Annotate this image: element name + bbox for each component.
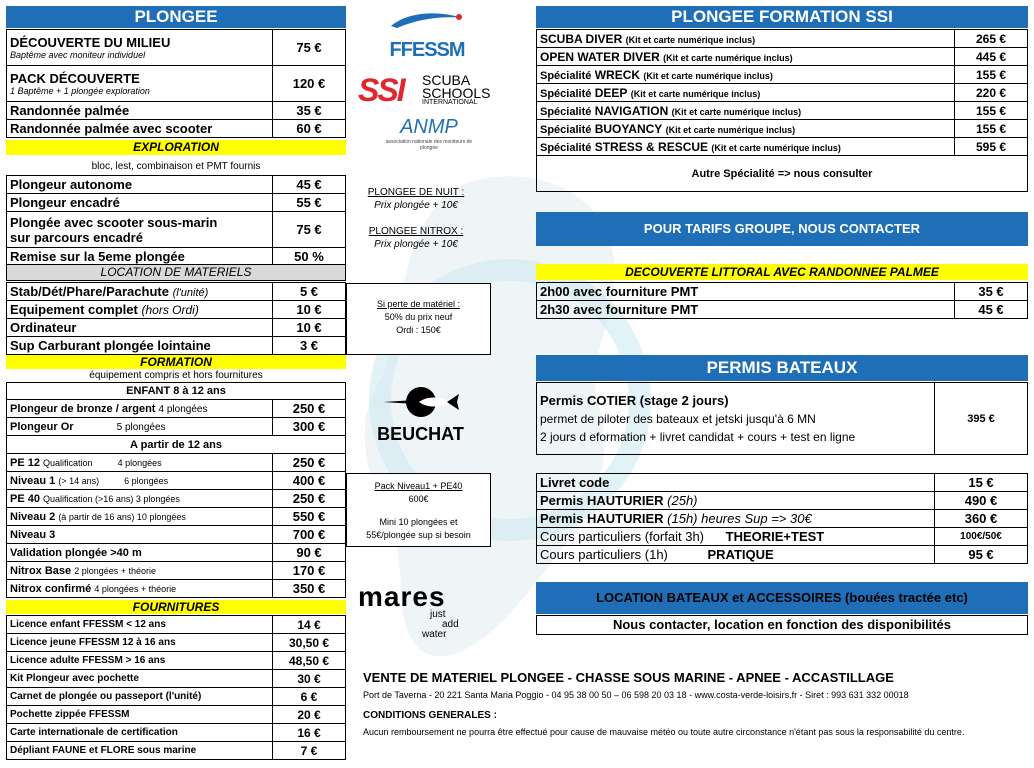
row-label: Kit Plongeur avec pochette xyxy=(7,670,273,688)
row-specialite: Spécialité xyxy=(540,87,592,100)
row-price: 595 € xyxy=(955,138,1028,156)
row-price: 360 € xyxy=(935,510,1028,528)
row-label xyxy=(7,283,273,301)
row-label-text: Cours particuliers (1h) xyxy=(540,547,668,562)
row-label: Licence adulte FFESSM > 16 ans xyxy=(7,652,273,670)
row-price: 170 € xyxy=(273,562,346,580)
row-label-text: Nitrox Base xyxy=(10,564,72,577)
row-label-text: STRESS & RESCUE xyxy=(594,139,709,154)
swordfish-icon xyxy=(381,385,461,419)
row-price: 14 € xyxy=(273,616,346,634)
beuchat-text: BEUCHAT xyxy=(377,424,464,444)
row-price: 55 € xyxy=(273,194,346,212)
row-label: 2h30 avec fourniture PMT xyxy=(537,301,955,319)
groupe-text: POUR TARIFS GROUPE, NOUS CONTACTER xyxy=(643,221,921,236)
row-sub: 1 Baptême + 1 plongée exploration xyxy=(10,86,150,96)
anmp-logo xyxy=(384,116,474,156)
row-specialite: Spécialité xyxy=(540,141,592,154)
row-label-text: BUOYANCY xyxy=(594,121,663,136)
row-label: Livret code xyxy=(537,474,935,492)
row-note: (Kit et carte numérique inclus) xyxy=(671,106,802,117)
child-header: ENFANT 8 à 12 ans xyxy=(7,383,346,400)
mares-tag3: water xyxy=(422,629,447,640)
row-label: Licence enfant FFESSM < 12 ans xyxy=(7,616,273,634)
mares-tag1: just xyxy=(430,609,446,620)
cotier-price: 395 € xyxy=(935,383,1028,455)
ssi-title: PLONGEE FORMATION SSI xyxy=(671,7,893,26)
adult-header: A partir de 12 ans xyxy=(7,436,346,454)
ssi-schools: SCHOOLS xyxy=(422,85,491,101)
row-label: Ordinateur xyxy=(7,319,273,337)
row-label-text: Niveau 2 xyxy=(10,510,56,523)
row-label-text: Equipement complet xyxy=(10,302,138,317)
plongee-title: PLONGEE xyxy=(134,7,218,26)
row-price: 250 € xyxy=(273,490,346,508)
row-price: 20 € xyxy=(273,706,346,724)
littoral-title: DECOUVERTE LITTORAL AVEC RANDONNEE PALMEE xyxy=(625,265,939,279)
row-price: 5 € xyxy=(273,283,346,301)
row-label: Plongeur encadré xyxy=(7,194,273,212)
ssi-international: INTERNATIONAL xyxy=(422,99,478,106)
plongee-header xyxy=(6,6,346,28)
row-label-line2: sur parcours encadré xyxy=(10,229,143,245)
row-label-text: Stab/Dét/Phare/Parachute xyxy=(10,284,169,299)
cotier-line1: permet de piloter des bateaux et jetski jusqu'à 6 MN xyxy=(540,411,816,426)
plongee-row xyxy=(7,66,273,102)
row-label-text: Plongeur de bronze / argent xyxy=(10,402,156,415)
permis-table xyxy=(536,473,1028,564)
row-specialite: Spécialité xyxy=(540,105,592,118)
row-detail: 5 plongées xyxy=(116,421,166,433)
row-note: (Kit et carte numérique inclus) xyxy=(630,88,761,99)
littoral-table xyxy=(536,282,1028,319)
row-price: 265 € xyxy=(955,30,1028,48)
row-price: 250 € xyxy=(273,400,346,418)
ssi-other: Autre Spécialité => nous consulter xyxy=(537,156,1028,192)
row-detail: (> 14 ans) 6 plongées xyxy=(58,475,169,486)
ssi-table xyxy=(536,29,1028,192)
loss-title: Si perte de matériel : xyxy=(376,299,461,309)
row-label: Remise sur la 5eme plongée xyxy=(7,248,273,266)
pack-price: 600€ xyxy=(408,494,429,504)
row-price: 400 € xyxy=(273,472,346,490)
anmp-sub: association nationale des moniteurs de plongée xyxy=(385,139,473,151)
row-label: Sup Carburant plongée lointaine xyxy=(7,337,273,355)
row-detail: 4 plongées + théorie xyxy=(94,583,177,594)
fournitures-title: FOURNITURES xyxy=(132,600,220,614)
row-label xyxy=(537,66,955,84)
row-price: 16 € xyxy=(273,724,346,742)
row-price: 10 € xyxy=(273,319,346,337)
row-price: 155 € xyxy=(955,120,1028,138)
row-label xyxy=(7,301,273,319)
row-extra: THEORIE+TEST xyxy=(725,529,825,544)
ffessm-logo xyxy=(382,8,472,68)
row-price: 60 € xyxy=(273,120,346,138)
row-detail: 2 plongées + théorie xyxy=(74,565,157,576)
location-bateaux-title: LOCATION BATEAUX et ACCESSOIRES (bouées tractée etc) xyxy=(596,590,968,605)
row-label xyxy=(7,454,273,472)
row-price: 30,50 € xyxy=(273,634,346,652)
pack-line3: Mini 10 plongées et xyxy=(379,517,458,527)
row-label xyxy=(537,102,955,120)
row-price: 35 € xyxy=(273,102,346,120)
night-dive-note xyxy=(352,186,480,251)
loss-line2: 50% du prix neuf xyxy=(384,312,453,322)
exploration-title: EXPLORATION xyxy=(133,140,219,154)
formation-note: équipement compris et hors fournitures xyxy=(89,370,263,381)
row-label xyxy=(7,418,273,436)
ssi-mark: SSI xyxy=(358,72,404,108)
row-label-text: WRECK xyxy=(594,67,641,82)
row-detail: Qualification (>16 ans) 3 plongées xyxy=(43,493,180,504)
nitrox-title: PLONGEE NITROX : xyxy=(368,226,464,237)
exploration-table xyxy=(6,175,346,266)
row-label xyxy=(7,212,273,248)
location-band xyxy=(6,264,346,281)
row-label-text: Permis HAUTURIER xyxy=(540,493,664,508)
row-price: 120 € xyxy=(273,66,346,102)
pack-box xyxy=(346,473,491,547)
row-price: 7 € xyxy=(273,742,346,760)
row-note: (Kit et carte numérique inclus) xyxy=(663,52,793,63)
row-label-text: PE 12 xyxy=(10,456,40,469)
row-price: 550 € xyxy=(273,508,346,526)
row-price: 90 € xyxy=(273,544,346,562)
row-label xyxy=(537,30,955,48)
mares-tag2: add xyxy=(442,619,459,630)
row-price: 95 € xyxy=(935,546,1028,564)
night-title: PLONGEE DE NUIT : xyxy=(367,187,465,198)
row-extra: (15h) heures Sup => 30€ xyxy=(667,511,812,526)
row-detail: 4 plongées xyxy=(158,403,208,415)
row-price: 50 % xyxy=(273,248,346,266)
row-detail: (à partir de 16 ans) 10 plongées xyxy=(58,511,186,522)
exploration-band xyxy=(6,140,346,155)
row-label xyxy=(7,562,273,580)
row-label xyxy=(537,48,955,66)
ssi-scuba: SCUBA xyxy=(422,72,471,88)
row-detail: Qualification 4 plongées xyxy=(43,457,162,468)
formation-table xyxy=(6,382,346,598)
row-price: 75 € xyxy=(273,212,346,248)
row-price: 6 € xyxy=(273,688,346,706)
location-bateaux-box xyxy=(536,615,1028,635)
row-label xyxy=(537,138,955,156)
pack-title: Pack Niveau1 + PE40 xyxy=(374,481,463,491)
row-price: 10 € xyxy=(273,301,346,319)
location-table xyxy=(6,282,346,355)
row-price: 300 € xyxy=(273,418,346,436)
row-extra: (hors Ordi) xyxy=(141,303,199,317)
wave-icon xyxy=(387,8,467,30)
fournitures-band xyxy=(6,600,346,614)
row-price: 350 € xyxy=(273,580,346,598)
row-label xyxy=(7,508,273,526)
row-label xyxy=(7,400,273,418)
row-label: Plongeur autonome xyxy=(7,176,273,194)
pack-line4: 55€/plongée sup si besoin xyxy=(366,530,471,540)
row-label: Niveau 3 xyxy=(7,526,273,544)
mares-text: mares xyxy=(358,581,446,612)
row-extra: (25h) xyxy=(667,493,698,508)
cotier-title: Permis COTIER (stage 2 jours) xyxy=(540,392,729,408)
permis-header xyxy=(536,355,1028,381)
row-label: Carnet de plongée ou passeport (l'unité) xyxy=(7,688,273,706)
row-label xyxy=(537,120,955,138)
row-label: Dépliant FAUNE et FLORE sous marine xyxy=(7,742,273,760)
row-label xyxy=(537,84,955,102)
row-price: 35 € xyxy=(955,283,1028,301)
loss-box xyxy=(346,283,491,355)
location-bateaux-text: Nous contacter, location en fonction des disponibilités xyxy=(612,617,952,632)
plongee-table xyxy=(6,29,346,138)
loss-line3: Ordi : 150€ xyxy=(396,325,441,335)
row-price: 490 € xyxy=(935,492,1028,510)
row-label-text: SCUBA DIVER xyxy=(540,31,623,46)
row-label-text: Niveau 1 xyxy=(10,474,56,487)
row-label-text: Plongeur Or xyxy=(10,420,74,433)
row-label-line1: Plongée avec scooter sous-marin xyxy=(10,214,218,230)
cotier-line2: 2 jours d eformation + livret candidat + cours + test en ligne xyxy=(540,429,856,444)
row-label-text: Cours particuliers (forfait 3h) xyxy=(540,529,704,544)
row-price: 48,50 € xyxy=(273,652,346,670)
row-price: 45 € xyxy=(955,301,1028,319)
row-label xyxy=(537,510,935,528)
row-note: (Kit et carte numérique inclus) xyxy=(665,124,796,135)
row-label: Licence jeune FFESSM 12 à 16 ans xyxy=(7,634,273,652)
ffessm-text: FFESSM xyxy=(389,39,465,61)
row-label-text: PE 40 xyxy=(10,492,40,505)
row-label: Pochette zippée FFESSM xyxy=(7,706,273,724)
row-label xyxy=(537,492,935,510)
location-title: LOCATION DE MATERIELS xyxy=(100,265,252,279)
row-note: (Kit et carte numérique inclus) xyxy=(711,142,841,153)
row-label: Carte internationale de certification xyxy=(7,724,273,742)
formation-band xyxy=(6,355,346,369)
row-label: PACK DÉCOUVERTE xyxy=(10,71,140,86)
formation-title: FORMATION xyxy=(140,355,212,369)
row-label-text: NAVIGATION xyxy=(594,103,669,118)
row-price: 155 € xyxy=(955,102,1028,120)
row-label: DÉCOUVERTE DU MILIEU xyxy=(10,35,171,50)
row-label: Validation plongée >40 m xyxy=(7,544,273,562)
row-note: (Kit et carte numérique inclus) xyxy=(643,70,773,81)
row-label: 2h00 avec fourniture PMT xyxy=(537,283,955,301)
row-price: 220 € xyxy=(955,84,1028,102)
conditions-text: Aucun remboursement ne pourra être effectué pour cause de mauvaise météo ou toute autre circonstance n'étant pas sous la responsabilité du centre. xyxy=(363,727,965,737)
row-extra: (l'unité) xyxy=(172,287,209,299)
row-label xyxy=(537,546,935,564)
row-specialite: Spécialité xyxy=(540,69,592,82)
row-price: 75 € xyxy=(273,30,346,66)
row-price: 155 € xyxy=(955,66,1028,84)
mares-logo xyxy=(358,582,488,642)
row-price: 30 € xyxy=(273,670,346,688)
row-label-text: Nitrox confirmé xyxy=(10,582,92,595)
row-label: Randonnée palmée xyxy=(7,102,273,120)
permis-title: PERMIS BATEAUX xyxy=(706,358,858,377)
row-price: 45 € xyxy=(273,176,346,194)
ssi-header xyxy=(536,6,1028,28)
conditions-title: CONDITIONS GENERALES : xyxy=(363,710,497,721)
exploration-note: bloc, lest, combinaison et PMT fournis xyxy=(91,161,261,172)
row-label xyxy=(7,580,273,598)
plongee-row xyxy=(7,30,273,66)
nitrox-text: Prix plongée + 10€ xyxy=(374,239,458,250)
row-label xyxy=(7,490,273,508)
row-label: Randonnée palmée avec scooter xyxy=(7,120,273,138)
row-price: 445 € xyxy=(955,48,1028,66)
row-label-text: OPEN WATER DIVER xyxy=(540,49,660,64)
row-price: 3 € xyxy=(273,337,346,355)
cotier-cell xyxy=(537,383,935,455)
anmp-text: ANMP xyxy=(400,116,458,138)
row-note: (Kit et carte numérique inclus) xyxy=(625,34,756,45)
row-label-text: DEEP xyxy=(594,85,628,100)
row-specialite: Spécialité xyxy=(540,123,592,136)
groupe-banner xyxy=(536,212,1028,246)
row-price: 100€/50€ xyxy=(935,528,1028,546)
row-label-text: Permis HAUTURIER xyxy=(540,511,664,526)
ssi-logo xyxy=(358,72,498,112)
address-line: Port de Taverna - 20 221 Santa Maria Poggio - 04 95 38 00 50 – 06 598 20 03 18 - www.costa-verde-loisirs.fr - Siret : 993 631 332 00018 xyxy=(363,690,909,700)
beuchat-logo xyxy=(368,385,473,445)
littoral-band xyxy=(536,264,1028,280)
row-price: 700 € xyxy=(273,526,346,544)
vente-line: VENTE DE MATERIEL PLONGEE - CHASSE SOUS MARINE - APNEE - ACCASTILLAGE xyxy=(363,670,894,685)
row-label xyxy=(7,472,273,490)
row-sub: Baptême avec moniteur individuel xyxy=(10,50,146,60)
row-price: 15 € xyxy=(935,474,1028,492)
row-price: 250 € xyxy=(273,454,346,472)
row-extra: PRATIQUE xyxy=(707,547,774,562)
location-bateaux-header xyxy=(536,582,1028,614)
row-label xyxy=(537,528,935,546)
night-text: Prix plongée + 10€ xyxy=(374,200,458,211)
fournitures-table xyxy=(6,615,346,760)
permis-cotier-table xyxy=(536,382,1028,455)
